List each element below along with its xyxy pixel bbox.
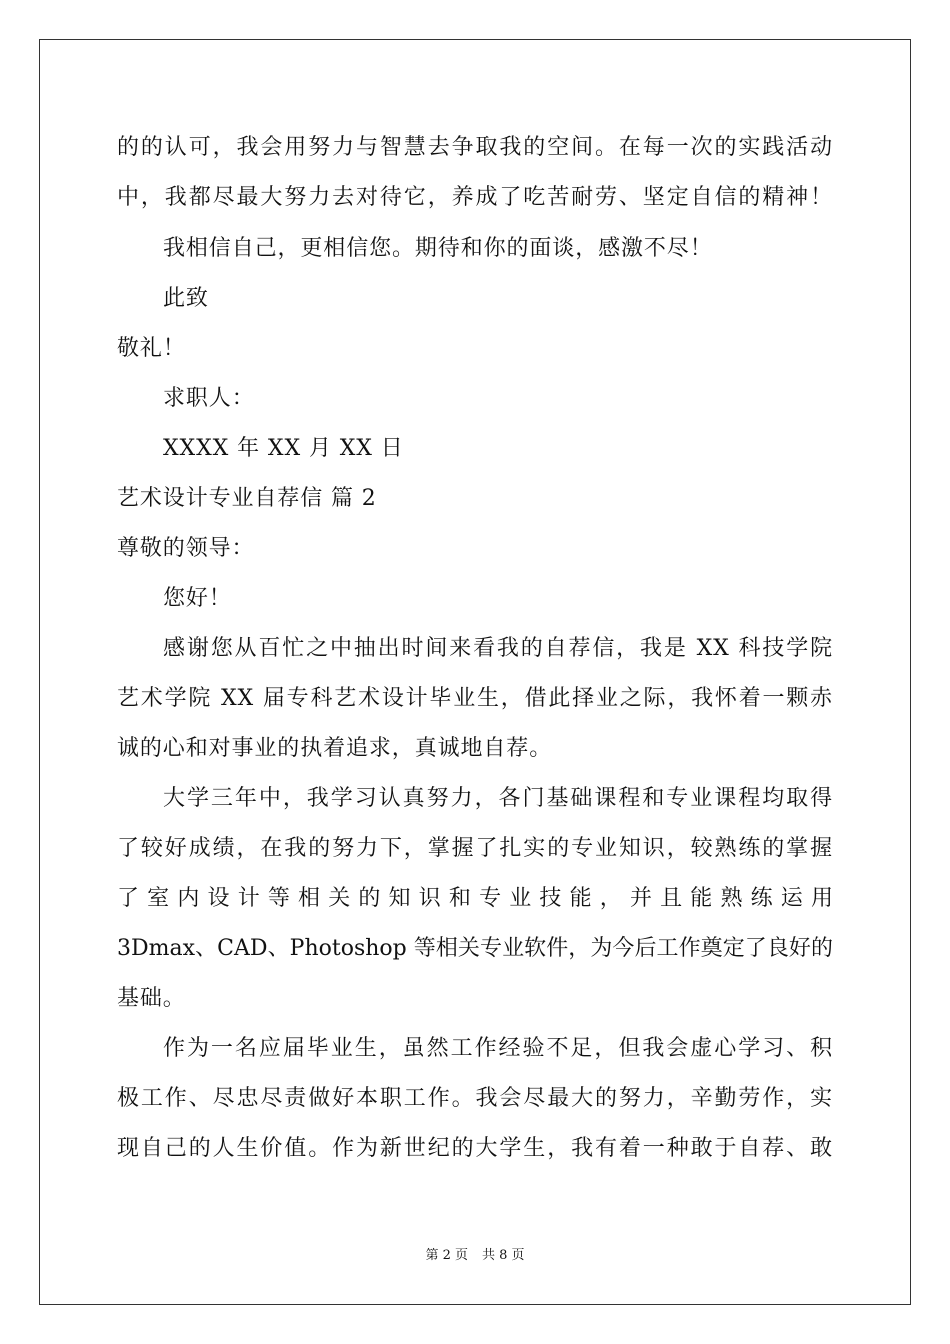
date-line: XXXX 年 XX 月 XX 日 bbox=[163, 436, 404, 461]
paragraph-line: 极工作、尽忠尽责做好本职工作。我会尽最大的努力，辛勤劳作，实 bbox=[117, 1086, 833, 1111]
greeting: 您好！ bbox=[163, 586, 232, 611]
signature-label: 求职人： bbox=[163, 386, 255, 411]
closing-salutation: 此致 bbox=[163, 286, 209, 311]
paragraph-line: 现自己的人生价值。作为新世纪的大学生，我有着一种敢于自荐、敢 bbox=[117, 1136, 833, 1161]
paragraph-line: 感谢您从百忙之中抽出时间来看我的自荐信，我是 XX 科技学院 bbox=[163, 636, 833, 661]
paragraph-line: 了 室 内 设 计 等 相 关 的 知 识 和 专 业 技 能 ， 并 且 能 熟 练 运 用 bbox=[117, 886, 833, 911]
paragraph-line: 艺术学院 XX 届专科艺术设计毕业生，借此择业之际，我怀着一颗赤 bbox=[117, 686, 833, 711]
paragraph-line: 基础。 bbox=[117, 986, 186, 1011]
paragraph-line: 我相信自己，更相信您。期待和你的面谈，感激不尽！ bbox=[163, 236, 713, 261]
paragraph-line: 的的认可，我会用努力与智慧去争取我的空间。在每一次的实践活动 bbox=[117, 135, 833, 160]
paragraph-line: 3Dmax、CAD、Photoshop 等相关专业软件，为今后工作奠定了良好的 bbox=[117, 936, 833, 961]
page-footer bbox=[0, 1247, 950, 1265]
section-heading: 艺术设计专业自荐信 篇 2 bbox=[117, 486, 377, 511]
paragraph-line: 诚的心和对事业的执着追求，真诚地自荐。 bbox=[117, 736, 553, 761]
paragraph-line: 作为一名应届毕业生，虽然工作经验不足，但我会虚心学习、积 bbox=[163, 1036, 833, 1061]
salutation: 尊敬的领导： bbox=[117, 536, 255, 561]
page-number: 第 2 页 bbox=[425, 1248, 468, 1263]
paragraph-line: 大学三年中，我学习认真努力，各门基础课程和专业课程均取得 bbox=[163, 786, 833, 811]
closing-regards: 敬礼！ bbox=[117, 336, 186, 361]
page-border bbox=[39, 39, 911, 1305]
paragraph-line: 中，我都尽最大努力去对待它，养成了吃苦耐劳、坚定自信的精神！ bbox=[117, 185, 833, 210]
page-total: 共 8 页 bbox=[482, 1248, 525, 1263]
paragraph-line: 了较好成绩，在我的努力下，掌握了扎实的专业知识，较熟练的掌握 bbox=[117, 836, 833, 861]
